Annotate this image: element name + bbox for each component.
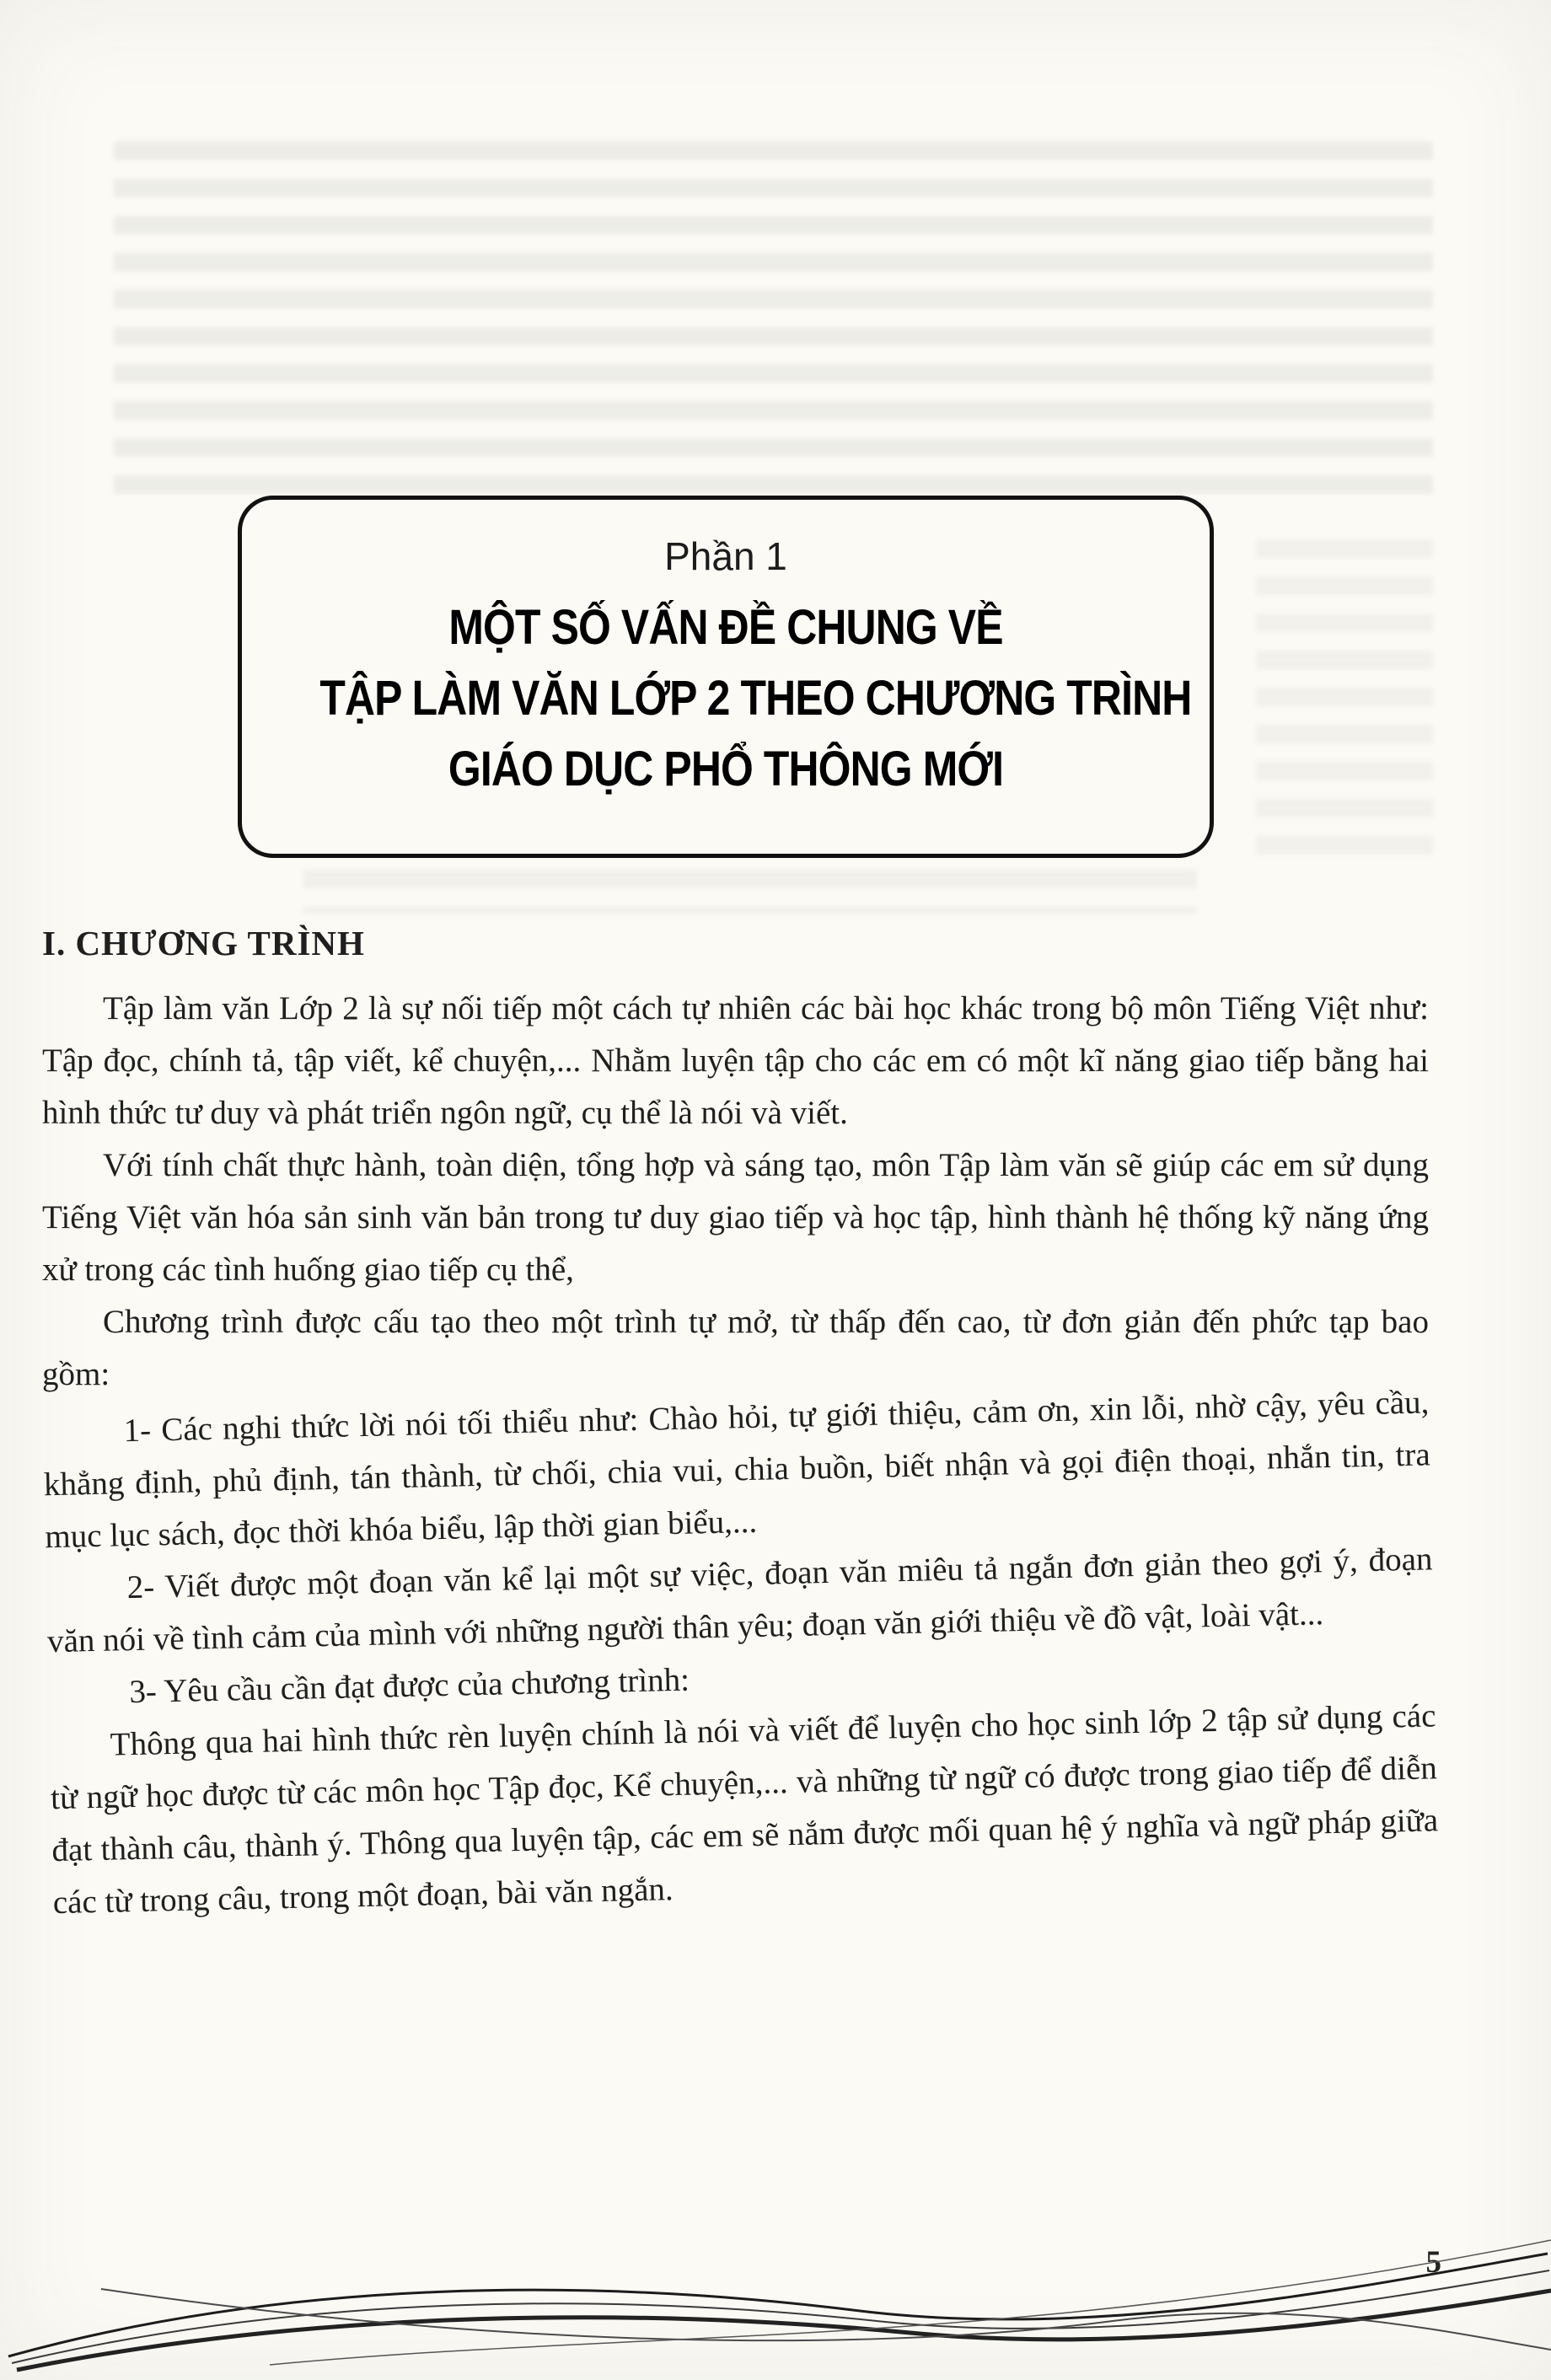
skewed-text-block	[42, 1376, 1440, 1929]
body-text	[42, 917, 1439, 1928]
paragraph-structure: Chương trình được cấu tạo theo một trình tự mở, từ thấp đến cao, từ đơn giản đến phức tạp bao gồm:	[42, 1304, 1429, 1392]
paragraph-requirements: Thông qua hai hình thức rèn luyện chính là nói và viết để luyện cho học sinh lớp 2 tập sử dụng các từ ngữ học được từ các môn học Tập đọc, Kể chuyện,... và những từ ngữ có được trong giao tiếp để diễn đạt thành câu, thành ý. Thông qua luyện tập, các em sẽ nắm được mối quan hệ ý nghĩa và ngữ pháp giữa các từ trong câu, trong một đoạn, bài văn ngắn.	[50, 1697, 1439, 1922]
part-title-line-2: TẬP LÀM VĂN LỚP 2 THEO CHƯƠNG TRÌNH	[319, 671, 1192, 726]
section-heading: I. CHƯƠNG TRÌNH	[42, 924, 365, 962]
bleedthrough-texture-right	[1256, 539, 1433, 860]
paragraph-nature: Với tính chất thực hành, toàn diện, tổng hợp và sáng tạo, môn Tập làm văn sẽ giúp các em sử dụng Tiếng Việt văn hóa sản sinh văn bản trong tư duy giao tiếp và học tập, hình thành hệ thống kỹ năng ứng xử trong các tình huống giao tiếp cụ thể,	[42, 1147, 1429, 1288]
list-item-3: 3- Yêu cầu cần đạt được của chương trình:	[128, 1661, 690, 1711]
part-title-line-3: GIÁO DỤC PHỔ THÔNG MỚI	[448, 742, 1004, 796]
part-label: Phần 1	[664, 534, 787, 578]
list-item-2: 2- Viết được một đoạn văn kể lại một sự việc, đoạn văn miêu tả ngắn đơn giản theo gợi ý, đoạn văn nói về tình cảm của mình với những người thân yêu; đoạn văn giới thiệu về đồ vật, loài vật...	[46, 1541, 1433, 1660]
part-title-box	[238, 496, 1214, 858]
part-title-line-1: MỘT SỐ VẤN ĐỀ CHUNG VỀ	[448, 600, 1003, 655]
paragraph-intro: Tập làm văn Lớp 2 là sự nối tiếp một cách tự nhiên các bài học khác trong bộ môn Tiếng Việt như: Tập đọc, chính tả, tập viết, kể chuyện,... Nhằm luyện tập cho các em có một kĩ năng giao tiếp bằng hai hình thức tư duy và phát triển ngôn ngữ, cụ thể là nói và viết.	[42, 990, 1429, 1131]
bleedthrough-texture-below-box	[303, 870, 1197, 914]
page-number: 5	[1425, 2245, 1441, 2280]
decorative-swoosh	[0, 2230, 1551, 2373]
list-item-1: 1- Các nghi thức lời nói tối thiểu như: Chào hỏi, tự giới thiệu, cảm ơn, xin lỗi, nhờ cậy, yêu cầu, khẳng định, phủ định, tán thành, từ chối, chia vui, chia buồn, biết nhận và gọi điện thoại, nhắn tin, tra mục lục sách, đọc thời khóa biểu, lập thời gian biểu,...	[43, 1384, 1431, 1556]
bleedthrough-texture-top	[114, 142, 1433, 496]
